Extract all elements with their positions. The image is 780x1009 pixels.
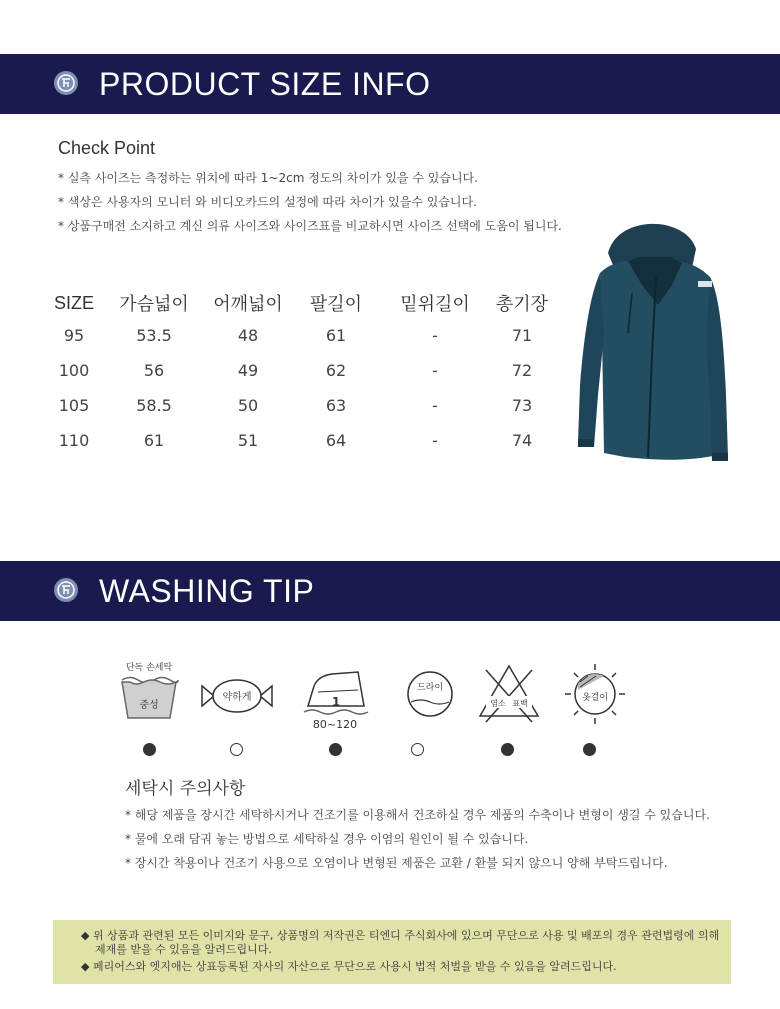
brand-logo-icon	[54, 578, 78, 602]
cell-shoulder: 48	[237, 326, 259, 345]
caution-title: 세탁시 주의사항	[125, 779, 246, 799]
washing-tip-title: WASHING TIP	[99, 573, 315, 609]
table-row	[44, 423, 554, 458]
cell-size: 105	[58, 396, 90, 415]
brand-logo-icon	[54, 71, 78, 95]
header-length: 총기장	[495, 294, 549, 314]
cell-size: 100	[58, 361, 90, 380]
cell-length: 74	[511, 431, 533, 450]
size-info-header	[0, 54, 780, 114]
cell-chest: 56	[143, 361, 165, 380]
washing-icons	[112, 660, 632, 760]
note-item: * 상품구매전 소지하고 계신 의류 사이즈와 사이즈표를 비교하시면 사이즈 선택에 도움이 됩니다.	[58, 219, 562, 233]
cell-rise: -	[432, 361, 438, 380]
table-row	[44, 318, 554, 353]
no-bleach-label-right: 표백	[512, 699, 528, 708]
no-bleach-label-left: 염소	[490, 699, 506, 708]
cell-sleeve: 62	[325, 361, 347, 380]
hanger-dry-selected-dot	[583, 743, 596, 756]
cell-shoulder: 49	[237, 361, 259, 380]
copyright-line: ◆ 위 상품과 관련된 모든 이미지와 문구, 상품명의 저작권은 티엔디 주식회사에 있으며 무단으로 사용 및 배포의 경우 관련법령에 의해	[81, 929, 720, 942]
hand-wash-label-bottom: 중성	[139, 700, 159, 711]
hanger-dry-label: 옷걸이	[581, 693, 609, 703]
copyright-notice	[53, 920, 731, 984]
caution-item: * 해당 제품을 장시간 세탁하시거나 건조기를 이용해서 건조하실 경우 제품의 수축이나 변형이 생길 수 있습니다.	[125, 808, 710, 822]
cell-rise: -	[432, 326, 438, 345]
iron-icon	[298, 660, 372, 730]
dry-clean-icon	[393, 660, 467, 730]
cell-shoulder: 51	[237, 431, 259, 450]
cell-length: 73	[511, 396, 533, 415]
no-bleach-icon	[472, 660, 546, 730]
cell-size: 110	[58, 431, 90, 450]
caution-item: * 물에 오래 담궈 놓는 방법으로 세탁하실 경우 이염의 원인이 될 수 있습니다.	[125, 832, 529, 846]
header-chest: 가슴넓이	[119, 294, 189, 314]
hand-wash-label-top: 단독 손세탁	[125, 663, 173, 673]
dry-clean-label: 드라이	[416, 683, 444, 693]
cell-chest: 61	[143, 431, 165, 450]
table-row	[44, 388, 554, 423]
cell-sleeve: 64	[325, 431, 347, 450]
cell-shoulder: 50	[237, 396, 259, 415]
no-bleach-selected-dot	[501, 743, 514, 756]
cell-chest: 58.5	[136, 396, 172, 415]
cell-length: 72	[511, 361, 533, 380]
copyright-line: 제재를 받을 수 있음을 알려드립니다.	[95, 943, 272, 956]
header-shoulder: 어깨넓이	[213, 294, 283, 314]
caution-list	[125, 805, 710, 877]
hand-wash-icon	[112, 660, 186, 730]
size-table-header	[44, 288, 554, 318]
cell-rise: -	[432, 396, 438, 415]
weak-spin-label: 약하게	[222, 692, 252, 703]
caution-item: * 장시간 착용이나 건조기 사용으로 오염이나 변형된 제품은 교환 / 환불 되지 않으니 양해 부탁드립니다.	[125, 856, 668, 870]
header-sleeve: 팔길이	[309, 294, 363, 314]
jacket-image	[570, 215, 740, 475]
hand-wash-selected-dot	[143, 743, 156, 756]
iron-level-label: 1	[331, 695, 341, 709]
size-info-title: PRODUCT SIZE INFO	[99, 66, 431, 102]
cell-chest: 53.5	[136, 326, 172, 345]
hanger-dry-icon	[558, 660, 632, 730]
check-point-title: Check Point	[58, 138, 156, 158]
note-item: * 실측 사이즈는 측정하는 위치에 따라 1~2cm 정도의 차이가 있을 수 있습니다.	[58, 171, 478, 185]
cell-sleeve: 63	[325, 396, 347, 415]
trademark-line: ◆ 페리어스와 엣지애는 상표등록된 자사의 자산으로 무단으로 사용시 법적 처벌을 받을 수 있음을 알려드립니다.	[81, 960, 617, 973]
size-table	[44, 288, 554, 458]
cell-sleeve: 61	[325, 326, 347, 345]
header-rise: 밑위길이	[400, 294, 470, 314]
cell-size: 95	[63, 326, 85, 345]
note-item: * 색상은 사용자의 모니터 와 비디오카드의 설정에 따라 차이가 있을수 있습니다.	[58, 195, 477, 209]
weak-spin-unselected-dot	[230, 743, 243, 756]
check-point-notes	[58, 168, 562, 240]
table-row	[44, 353, 554, 388]
header-size: SIZE	[53, 292, 94, 313]
iron-temp-label: 80~120	[312, 718, 358, 730]
dry-clean-unselected-dot	[411, 743, 424, 756]
iron-selected-dot	[329, 743, 342, 756]
weak-spin-icon	[200, 660, 274, 730]
cell-length: 71	[511, 326, 533, 345]
cell-rise: -	[432, 431, 438, 450]
washing-tip-header	[0, 561, 780, 621]
